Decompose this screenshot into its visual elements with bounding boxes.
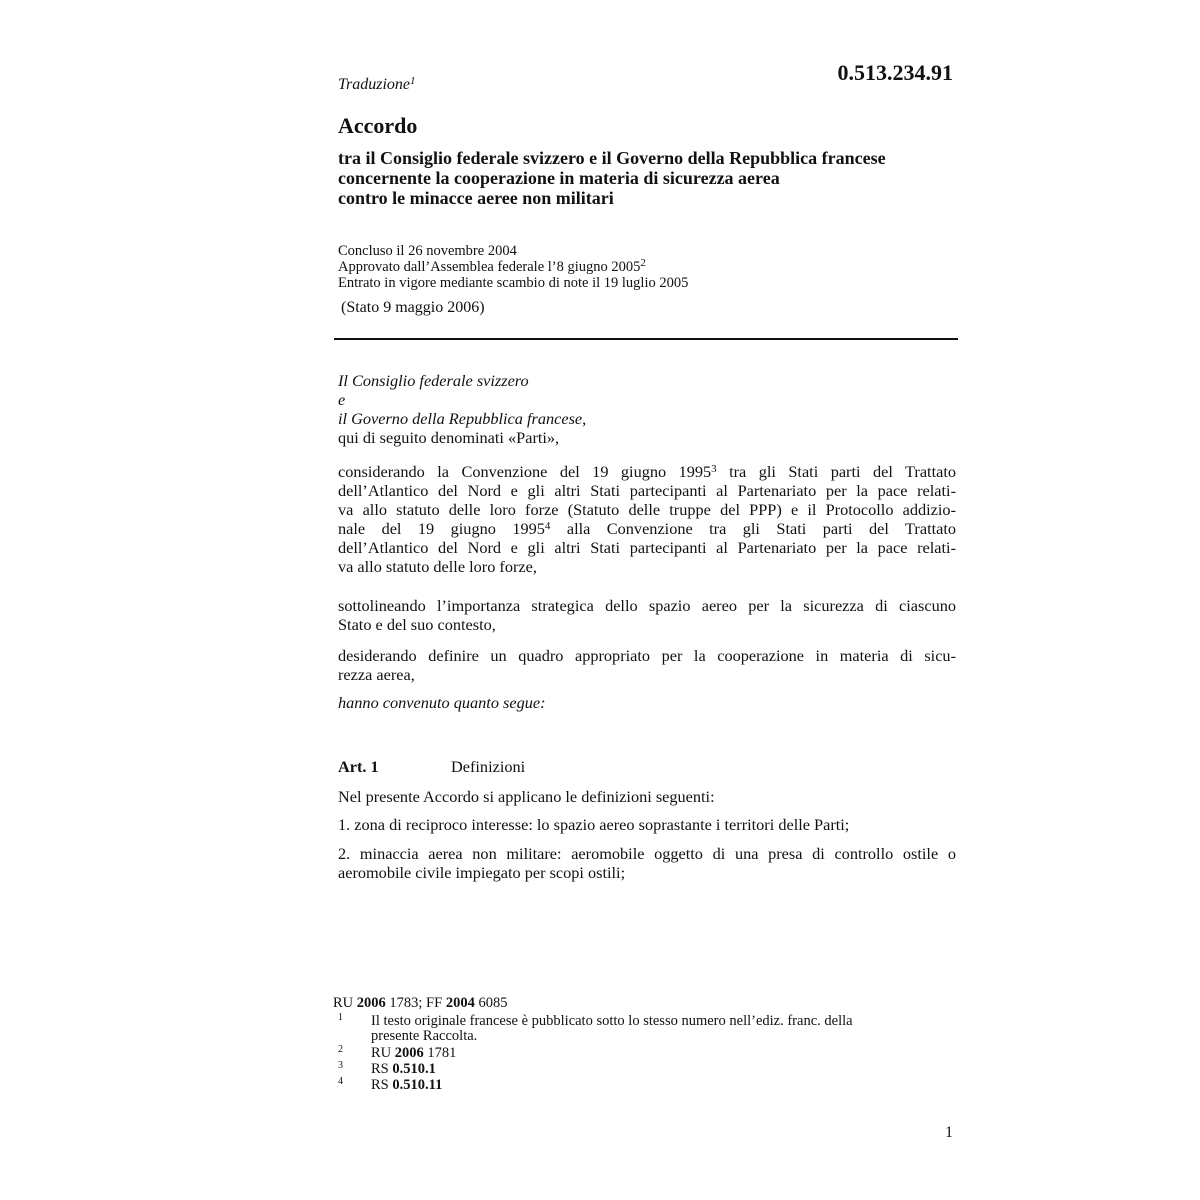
paragraph-line: Stato e del suo contesto, bbox=[338, 615, 496, 634]
parties-denomination: qui di seguito denominati «Parti», bbox=[338, 428, 560, 447]
concluded-date: Concluso il 26 novembre 2004 bbox=[338, 243, 517, 259]
paragraph-line: va allo statuto delle loro forze (Statuto delle truppe del PPP) e il Protocollo addizio- bbox=[338, 500, 956, 519]
status-date: (Stato 9 maggio 2006) bbox=[341, 299, 485, 316]
party-conjunction: e bbox=[338, 390, 346, 409]
translation-label: Traduzione$^1$ bbox=[338, 75, 416, 93]
publication-reference: RU 2006 1783; FF 2004 6085 bbox=[333, 995, 508, 1011]
definition-item-2 bbox=[338, 844, 956, 882]
page-number: 1 bbox=[945, 1124, 953, 1141]
footnote-ref-1[interactable]: 1 bbox=[410, 75, 416, 87]
article-heading bbox=[338, 757, 525, 777]
paragraph-line: va allo statuto delle loro forze, bbox=[338, 557, 537, 576]
paragraph-line: nale del 19 giugno 1995$^4$ alla Convenzione tra gli Stati parti del Trattato bbox=[338, 519, 957, 538]
desiring-paragraph bbox=[338, 646, 956, 684]
footnote-number: 2 bbox=[338, 1044, 343, 1055]
paragraph-line: rezza aerea, bbox=[338, 665, 415, 684]
subtitle-line: concernente la cooperazione in materia di sicurezza aerea bbox=[338, 168, 780, 188]
footnote-ref-2[interactable]: 2 bbox=[640, 257, 646, 269]
paragraph-line: aeromobile civile impiegato per scopi ostili; bbox=[338, 863, 626, 882]
party-swiss: Il Consiglio federale svizzero bbox=[338, 371, 529, 390]
article-number: Art. 1 bbox=[338, 757, 379, 776]
considering-paragraph bbox=[338, 462, 956, 576]
paragraph-line: dell’Atlantico del Nord e gli altri Stati partecipanti al Partenariato per la pace relati- bbox=[338, 481, 956, 500]
document-subtitle bbox=[338, 148, 886, 208]
underlining-paragraph bbox=[338, 596, 956, 634]
paragraph-line: sottolineando l’importanza strategica dello spazio aereo per la sicurezza di ciascuno bbox=[338, 596, 956, 615]
article-title: Definizioni bbox=[451, 757, 526, 776]
subtitle-line: tra il Consiglio federale svizzero e il Governo della Repubblica francese bbox=[338, 148, 886, 168]
footnote-number: 4 bbox=[338, 1076, 343, 1087]
document-meta bbox=[338, 243, 688, 291]
paragraph-line: considerando la Convenzione del 19 giugno 1995$^3$ tra gli Stati parti del Trattato bbox=[338, 462, 956, 481]
sr-number: 0.513.234.91 bbox=[837, 60, 953, 85]
article-intro bbox=[338, 787, 956, 806]
paragraph-line: hanno convenuto quanto segue: bbox=[338, 693, 546, 712]
paragraph-line: Nel presente Accordo si applicano le definizioni seguenti: bbox=[338, 787, 715, 806]
preamble-parties bbox=[338, 371, 956, 447]
document-title: Accordo bbox=[338, 113, 418, 138]
footnote-number: 3 bbox=[338, 1060, 343, 1071]
paragraph-line: 1. zona di reciproco interesse: lo spazio aereo soprastante i territori delle Parti; bbox=[338, 815, 850, 834]
footnote-number: 1 bbox=[338, 1012, 343, 1023]
in-force-date: Entrato in vigore mediante scambio di note il 19 luglio 2005 bbox=[338, 275, 689, 291]
footnote-ref-3[interactable]: 3 bbox=[711, 463, 717, 475]
header-divider bbox=[334, 338, 958, 340]
paragraph-line: dell’Atlantico del Nord e gli altri Stati partecipanti al Partenariato per la pace relati- bbox=[338, 538, 956, 557]
footnote-text: Il testo originale francese è pubblicato sotto lo stesso numero nell’ediz. franc. della presente Raccolta. bbox=[371, 1013, 853, 1044]
paragraph-line: 2. minaccia aerea non militare: aeromobile oggetto di una presa di controllo ostile o bbox=[338, 844, 956, 863]
footnote-ref-4[interactable]: 4 bbox=[544, 520, 551, 532]
approved-date: Approvato dall’Assemblea federale l’8 giugno 2005$^2$ bbox=[338, 257, 646, 275]
definition-item-1 bbox=[338, 815, 956, 834]
paragraph-line: desiderando definire un quadro appropriato per la cooperazione in materia di sicu- bbox=[338, 646, 956, 665]
subtitle-line: contro le minacce aeree non militari bbox=[338, 188, 614, 208]
agreed-statement bbox=[338, 693, 956, 712]
footnote-text: RS 0.510.11 bbox=[371, 1077, 443, 1093]
party-french: il Governo della Repubblica francese, bbox=[338, 409, 587, 428]
footnote-text: RS 0.510.1 bbox=[371, 1061, 436, 1077]
footnote-text: RU 2006 1781 bbox=[371, 1045, 457, 1061]
